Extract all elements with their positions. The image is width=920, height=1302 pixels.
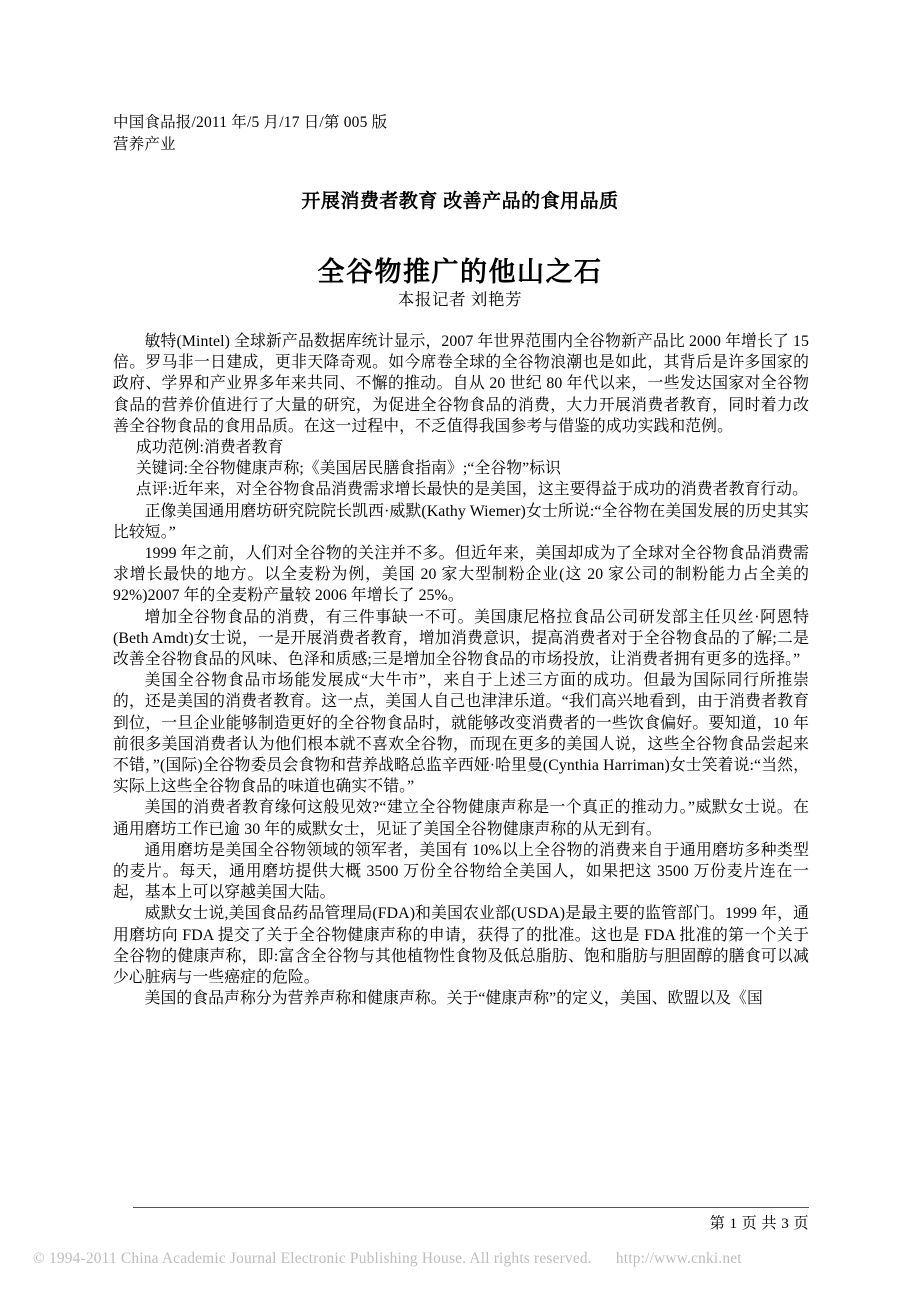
article-paragraph: 增加全谷物食品的消费，有三件事缺一不可。美国康尼格拉食品公司研发部主任贝丝·阿恩特(Beth Amdt)女士说，一是开展消费者教育，增加消费意识，提高消费者对于全谷物食品的了解;二是改善全谷物食品的风味、色泽和质感;三是增加全谷物食品的市场投放，让消费者拥有更多的选择。” xyxy=(113,608,809,669)
article-byline: 本报记者 刘艳芳 xyxy=(397,290,523,309)
article-paragraph: 关键词:全谷物健康声称;《美国居民膳食指南》;“全谷物”标识 xyxy=(135,460,562,478)
article-paragraph: 1999 年之前，人们对全谷物的关注并不多。但近年来，美国却成为了全球对全谷物食品消费需求增长最快的地方。以全麦粉为例，美国 20 家大型制粉企业(这 20 家公司的制粉能力占全美的 92%)2007 年的全麦粉产量较 2006 年增长了 25%。 xyxy=(113,545,809,605)
article-body xyxy=(113,331,809,1010)
article-paragraph: 美国全谷物食品市场能发展成“大牛市”，来自于上述三方面的成功。但最为国际同行所推崇的，还是美国的消费者教育。这一点，美国人自己也津津乐道。“我们高兴地看到，由于消费者教育到位，一旦企业能够制造更好的全谷物食品时，就能够改变消费者的一些饮食偏好。要知道，10 年前很多美国消费者认为他们根本就不喜欢全谷物，而现在更多的美国人说，这些全谷物食品尝起来不错，”(国际)全谷物委员会食物和营养战略总监辛西娅·哈里曼(Cynthia Harriman)女士笑着说:“当然，实际上这些全谷物食品的味道也确实不错。” xyxy=(113,672,809,796)
article-paragraph: 威默女士说,美国食品药品管理局(FDA)和美国农业部(USDA)是最主要的监管部门。1999 年，通用磨坊向 FDA 提交了关于全谷物健康声称的申请，获得了的批准。这也是 FDA 批准的第一个关于全谷物的健康声称，即:富含全谷物与其他植物性食物及低总脂肪、饱和脂肪与胆固醇的膳食可以减少心脏病与一些癌症的危险。 xyxy=(113,905,809,987)
page-indicator: 第 1 页 共 3 页 xyxy=(709,1215,809,1232)
copyright-text: © 1994-2011 China Academic Journal Electronic Publishing House. All rights reserved. xyxy=(33,1250,592,1267)
article-paragraph: 正像美国通用磨坊研究院院长凯西·威默(Kathy Wiemer)女士所说:“全谷物在美国发展的历史其实比较短。” xyxy=(113,502,809,541)
article-paragraph: 成功范例:消费者教育 xyxy=(135,439,284,457)
article-paragraph: 美国的消费者教育缘何这般见效?“建立全谷物健康声称是一个真正的推动力。”威默女士说。在通用磨坊工作已逾 30 年的威默女士，见证了美国全谷物健康声称的从无到有。 xyxy=(113,799,809,838)
article-kicker: 开展消费者教育 改善产品的食用品质 xyxy=(301,191,619,212)
masthead-section-line: 营养产业 xyxy=(113,136,176,153)
cnki-url: http://www.cnki.net xyxy=(615,1250,742,1267)
article-paragraph: 通用磨坊是美国全谷物领域的领军者，美国有 10%以上全谷物的消费来自于通用磨坊多种类型的麦片。每天，通用磨坊提供大概 3500 万份全谷物给全美国人，如果把这 3500 万份麦片连在一起，基本上可以穿越美国大陆。 xyxy=(113,841,809,902)
masthead xyxy=(113,112,813,156)
article-paragraph: 敏特(Mintel) 全球新产品数据库统计显示，2007 年世界范围内全谷物新产品比 2000 年增长了 15 倍。罗马非一日建成，更非天降奇观。如今席卷全球的全谷物浪潮也是如此，其背后是许多国家的政府、学界和产业界多年来共同、不懈的推动。自从 20 世纪 80 年代以来，一些发达国家对全谷物食品的营养价值进行了大量的研究，为促进全谷物食品的消费，大力开展消费者教育，同时着力改善全谷物食品的食用品质。在这一过程中，不乏值得我国参考与借鉴的成功实践和范例。 xyxy=(113,333,809,435)
article-paragraph: 点评:近年来，对全谷物食品消费需求增长最快的是美国，这主要得益于成功的消费者教育行动。 xyxy=(135,481,809,499)
copyright-watermark xyxy=(33,1250,893,1268)
article-paragraph: 美国的食品声称分为营养声称和健康声称。关于“健康声称”的定义，美国、欧盟以及《国 xyxy=(144,990,763,1008)
masthead-source-line: 中国食品报/2011 年/5 月/17 日/第 005 版 xyxy=(113,114,388,131)
page-title: 全谷物推广的他山之石 xyxy=(317,257,603,288)
footer-divider xyxy=(133,1207,809,1208)
